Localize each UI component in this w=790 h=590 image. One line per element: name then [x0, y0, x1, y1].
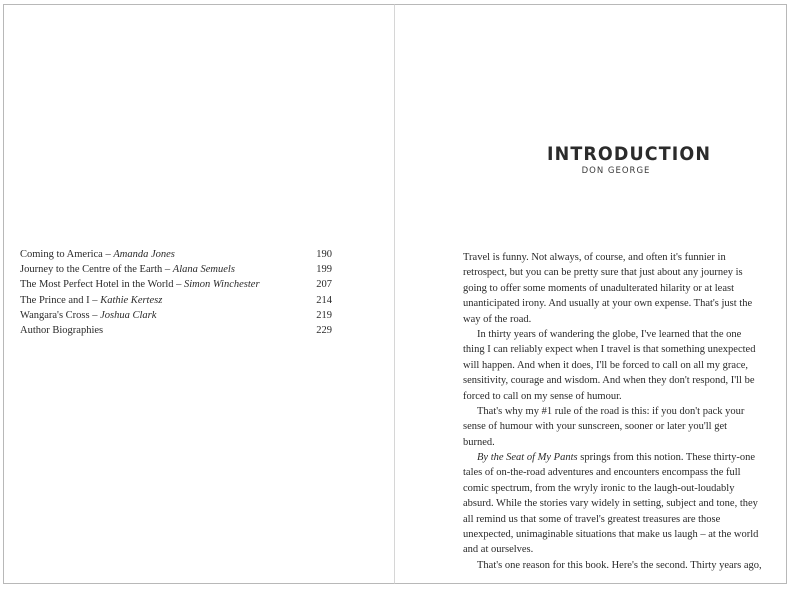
- text-line: Travel is funny. Not always, of course, and often it's funnier in: [463, 252, 726, 263]
- text-line: unanticipated irony. And usually at your own expense. That's just the: [463, 298, 753, 310]
- toc-entry-page: 219: [316, 309, 332, 321]
- text-line: all remind us that some of travel's greatest treasures are those: [463, 513, 721, 525]
- toc-entry-author: Amanda Jones: [113, 249, 175, 260]
- paragraph-first-line: In thirty years of wandering the globe, I've learned that the one: [477, 328, 742, 340]
- text-line: burned.: [463, 436, 495, 448]
- left-page: [3, 4, 394, 584]
- toc-entry-author: Simon Winchester: [184, 279, 260, 291]
- text-line: going to offer some moments of unadulterated hilarity or at least: [463, 282, 734, 294]
- toc-entry-page: 190: [316, 249, 332, 260]
- toc-entry-page: 207: [316, 279, 332, 291]
- body-text: [463, 250, 763, 573]
- toc-entry-title: The Most Perfect Hotel in the World –: [20, 279, 185, 291]
- chapter-author: DON GEORGE: [581, 166, 651, 176]
- text-line: will happen. And when it does, I'll be forced to call on all my grace,: [463, 359, 749, 371]
- toc-entry: [20, 247, 332, 262]
- chapter-heading: [541, 141, 712, 177]
- paragraph-first-line: That's one reason for this book. Here's the second. Thirty years ago,: [477, 559, 762, 571]
- toc-entry-title: Journey to the Centre of the Earth –: [20, 264, 173, 276]
- toc-entry-page: 214: [316, 294, 332, 306]
- text-line: tales of on-the-road adventures and encounters encompass the full: [463, 467, 741, 479]
- text-line: unexpected, unimaginable situations that make us laugh – at the world: [463, 529, 759, 541]
- paragraph-first-line: By the Seat of My Pants springs from this notion. These thirty-one: [477, 452, 756, 464]
- toc-entry: [20, 308, 332, 323]
- book-title: By the Seat of My Pants: [477, 452, 578, 464]
- text-line: absurd. While the stories vary widely in setting, subject and tone, they: [463, 498, 758, 510]
- right-page: [394, 4, 787, 584]
- toc-entry: [20, 293, 332, 308]
- table-of-contents: [20, 247, 332, 338]
- toc-entry-title: Author Biographies: [20, 325, 104, 337]
- text-line: comic spectrum, from the wryly ironic to the laugh-out-loudably: [463, 482, 735, 494]
- toc-entry: [20, 323, 332, 338]
- toc-entry-title: Coming to America –: [20, 249, 114, 260]
- toc-entry-author: Alana Semuels: [172, 264, 235, 276]
- text-line: way of the road.: [463, 313, 532, 325]
- text-line: retrospect, but you can be pretty sure that just about any journey is: [463, 267, 743, 279]
- toc-entry-author: Kathie Kertesz: [100, 294, 163, 306]
- paragraph-first-line: That's why my #1 rule of the road is this: if you don't pack your: [477, 405, 745, 417]
- toc-entry-author: Joshua Clark: [100, 309, 157, 321]
- text-line: and at ourselves.: [463, 544, 534, 556]
- toc-entry: [20, 277, 332, 292]
- toc-entry-page: 199: [316, 264, 332, 276]
- toc-entry: [20, 262, 332, 277]
- chapter-title: INTRODUCTION: [547, 143, 712, 165]
- toc-entry-title: The Prince and I –: [20, 294, 101, 306]
- text-line: sense of humour with your sunscreen, sooner or later you'll get: [463, 421, 728, 433]
- text-line: thing I can reliably expect when I travel is that something unexpected: [463, 344, 756, 356]
- toc-entry-page: 229: [316, 325, 332, 337]
- text-line: forced to call on my sense of humour.: [463, 390, 622, 402]
- toc-entry-title: Wangara's Cross –: [20, 309, 101, 321]
- text-line: sensitivity, courage and wisdom. And when they don't respond, I'll be: [463, 375, 755, 387]
